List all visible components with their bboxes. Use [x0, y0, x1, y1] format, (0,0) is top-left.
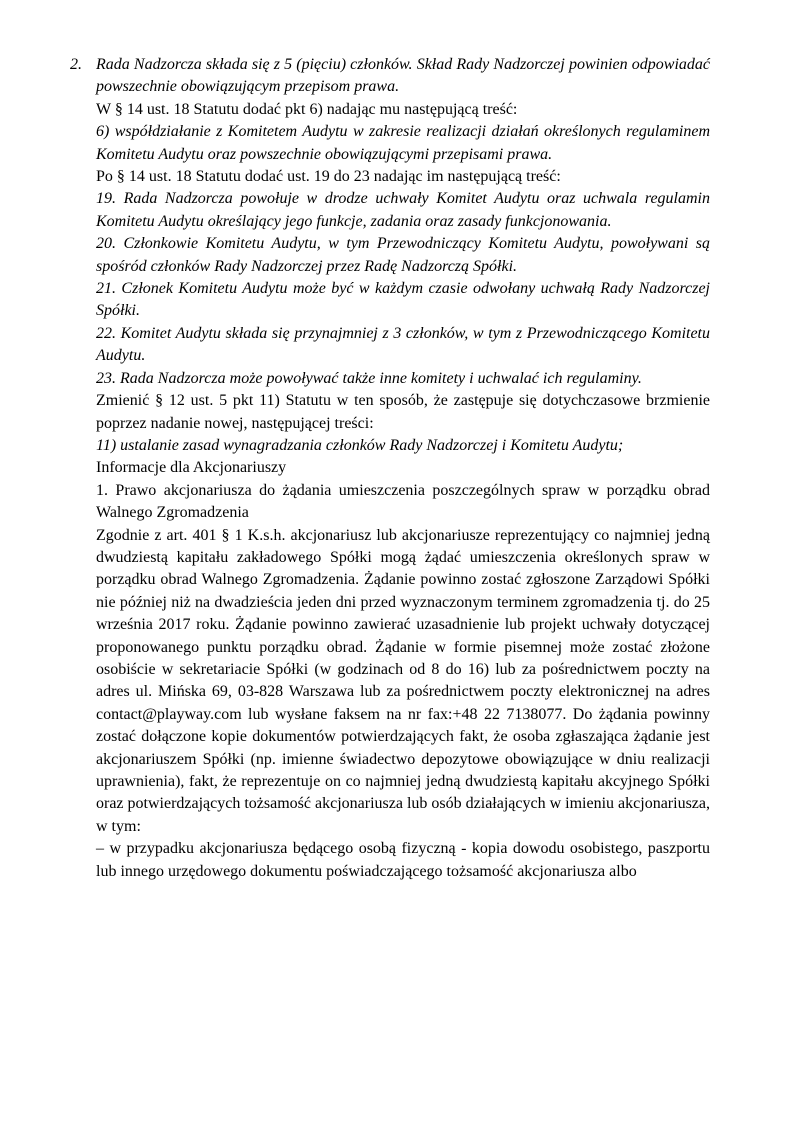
statute-item-22: 22. Komitet Audytu składa się przynajmniej z 3 członków, w tym z Przewodniczącego Komitetu Audytu. [96, 324, 710, 365]
statute-item-19: 19. Rada Nadzorcza powołuje w drodze uchwały Komitet Audytu oraz uchwala regulamin Komitetu Audytu określający jego funkcje, zadania oraz zasady funkcjonowania. [96, 190, 710, 230]
statute-item-23: 23. Rada Nadzorcza może powoływać także inne komitety i uchwalać ich regulaminy. [96, 369, 642, 387]
subsection-heading: 1. Prawo akcjonariusza do żądania umieszczenia poszczególnych spraw w porządku obrad Walnego Zgromadzenia [96, 481, 710, 522]
amendment-intro-pkt11: Zmienić § 12 ust. 5 pkt 11) Statutu w ten sposób, że zastępuje się dotychczasowe brzmienie poprzez nadanie nowej, następującej treści: [96, 392, 710, 432]
statute-quote-pkt11: 11) ustalanie zasad wynagradzania członków Rady Nadzorczej i Komitetu Audytu; [96, 436, 624, 454]
statute-quote-ust19-23 [96, 188, 710, 390]
statute-item-2-text: Rada Nadzorcza składa się z 5 (pięciu) członków. Skład Rady Nadzorczej powinien odpowiadać powszechnie obowiązującym przepisom prawa. [96, 56, 710, 96]
amendment-intro-ust19-23: Po § 14 ust. 18 Statutu dodać ust. 19 do 23 nadając im następującą treść: [96, 168, 561, 186]
statute-quote-item-2 [70, 54, 710, 99]
statute-quote-pkt6: 6) współdziałanie z Komitetem Audytu w zakresie realizacji działań określonych regulaminem Komitetu Audytu oraz powszechnie obowiązującymi przepisami prawa. [96, 123, 710, 163]
id-document-bullet: – w przypadku akcjonariusza będącego osobą fizyczną - kopia dowodu osobistego, paszportu lub innego urzędowego dokumentu poświadczającego tożsamość akcjonariusza albo [96, 840, 710, 880]
section-heading: Informacje dla Akcjonariuszy [96, 459, 287, 477]
statute-item-20: 20. Członkowie Komitetu Audytu, w tym Przewodniczący Komitetu Audytu, powoływani są spośród członków Rady Nadzorczej przez Radę Nadzorczą Spółki. [96, 235, 710, 275]
amendment-intro-pkt6: W § 14 ust. 18 Statutu dodać pkt 6) nadając mu następującą treść: [96, 100, 518, 118]
body-paragraph: Zgodnie z art. 401 § 1 K.s.h. akcjonariusz lub akcjonariusze reprezentujący co najmniej jedną dwudziestą kapitału zakładowego Spółki mogą żądać umieszczenia określonych spraw w porządku obrad Walnego Zgromadzenia. Żądanie powinno zostać zgłoszone Zarządowi Spółki nie później niż na dwadzieścia jeden dni przed wyznaczonym terminem zgromadzenia tj. do 25 września 2017 roku. Żądanie powinno zawierać uzasadnienie lub projekt uchwały dotyczącej proponowanego punktu porządku obrad. Żądanie w formie pisemnej może zostać złożone osobiście w sekretariacie Spółki (w godzinach od 8 do 16) lub za pośrednictwem poczty na adres ul. Mińska 69, 03-828 Warszawa lub za pośrednictwem poczty elektronicznej na adres contact@playway.com lub wysłane faksem na nr fax:+48 22 7138077. Do żądania powinny zostać dołączone kopie dokumentów potwierdzających fakt, że osoba zgłaszająca żądanie jest akcjonariuszem Spółki (np. imienne świadectwo depozytowe obowiązujące w dniu realizacji uprawnienia), fakt, że reprezentuje on co najmniej jedną dwudziestą kapitału akcyjnego Spółki oraz potwierdzających tożsamość akcjonariusza lub osób działających w imieniu akcjonariusza, w tym: [96, 526, 710, 835]
statute-item-21: 21. Członek Komitetu Audytu może być w każdym czasie odwołany uchwałą Rady Nadzorczej Spółki. [96, 280, 710, 320]
list-marker-2: 2. [70, 56, 82, 73]
